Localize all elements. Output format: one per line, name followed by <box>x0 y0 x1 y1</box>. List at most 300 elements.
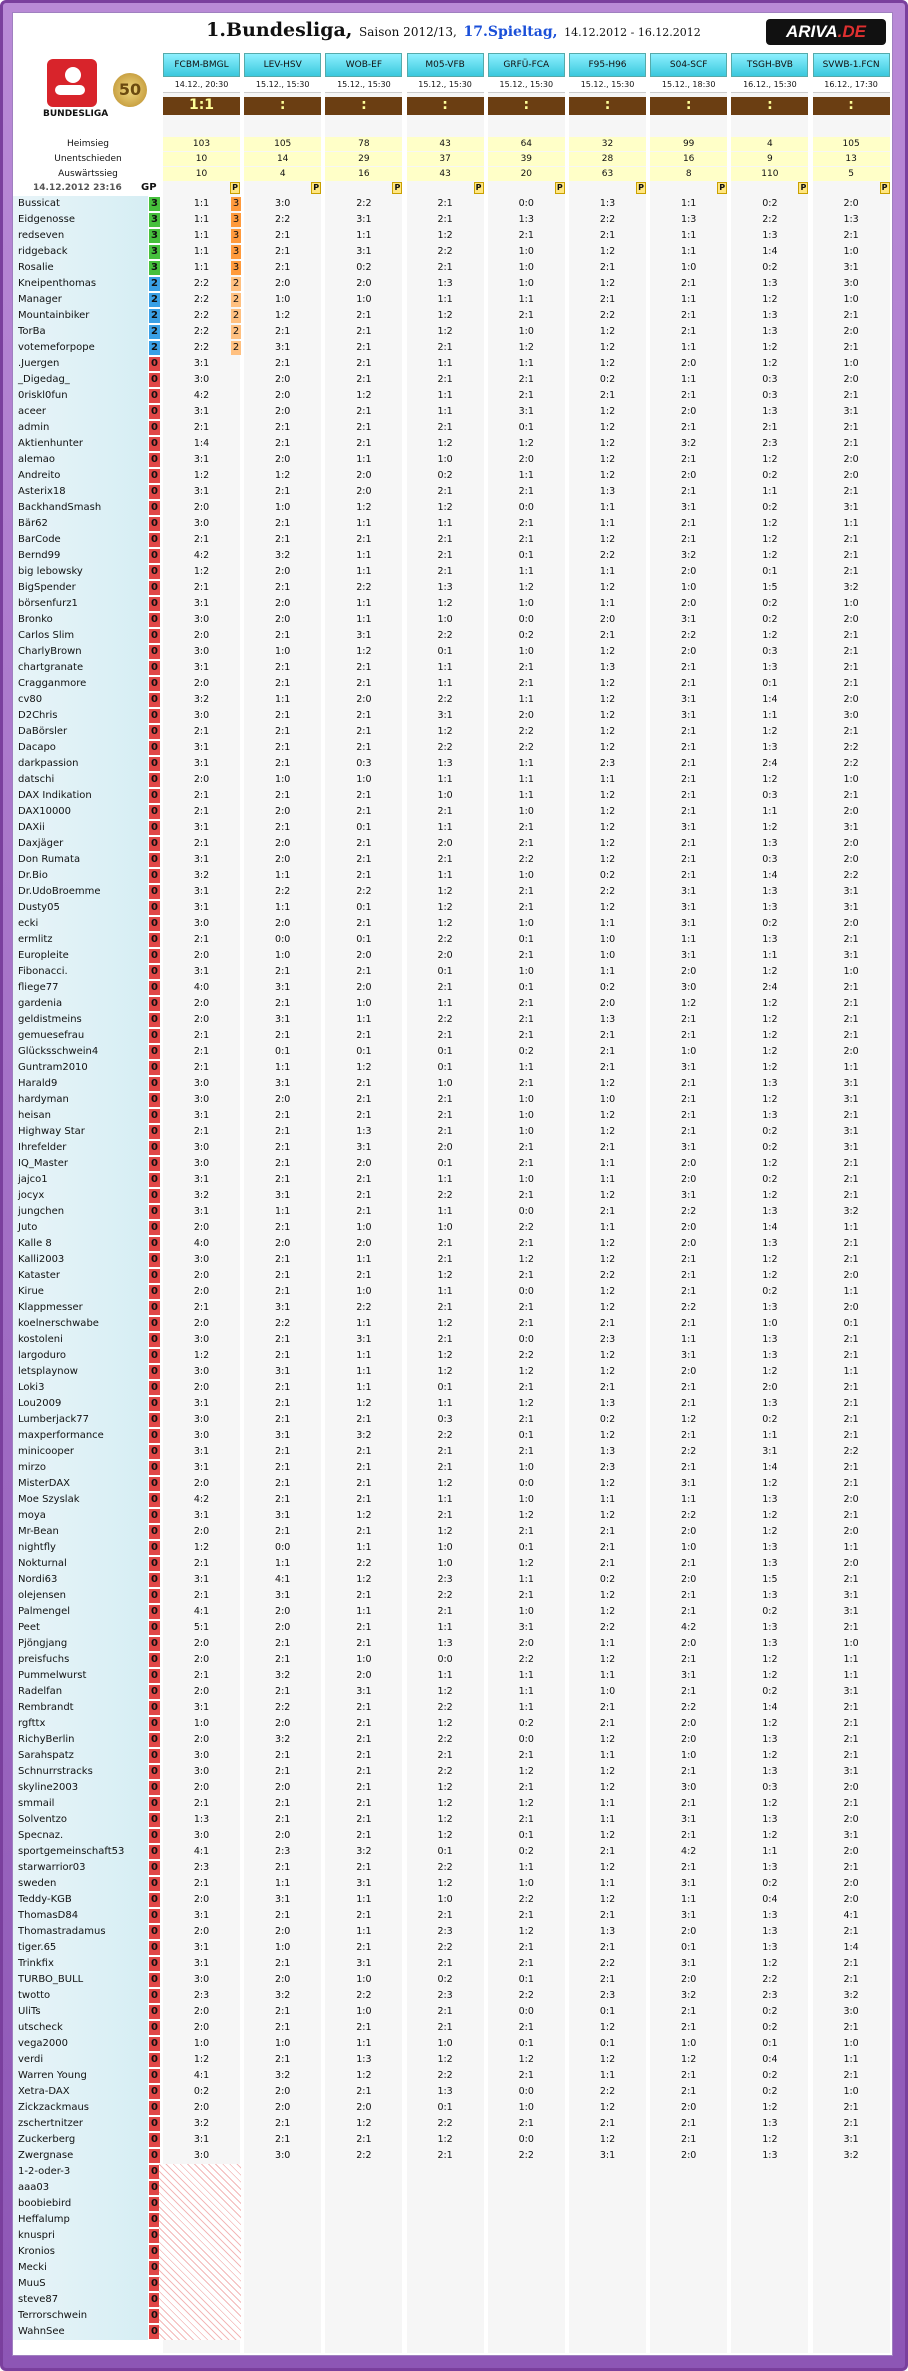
table-row <box>13 1204 893 1220</box>
player-gp: 2 <box>149 309 160 323</box>
tip-cell: 2:0 <box>843 1270 859 1281</box>
player-name[interactable]: Bär62 <box>13 516 148 532</box>
tip-cell: 1:1 <box>356 1350 372 1361</box>
tip-cell: 0:0 <box>518 198 534 209</box>
game-tag[interactable]: F95-H96 <box>569 53 646 77</box>
tip-cell: 3:1 <box>681 694 697 705</box>
player-name[interactable]: maxperformance <box>13 1428 148 1444</box>
tip-cell: 2:3 <box>599 1990 616 2001</box>
tip-cell <box>731 2276 808 2292</box>
player-name[interactable]: Eidgenosse <box>13 212 148 228</box>
player-gp: 0 <box>149 2085 160 2099</box>
tip-cell: 2:1 <box>275 1382 291 1393</box>
player-gp: 0 <box>149 1045 160 1059</box>
player-name[interactable]: Specnaz. <box>13 1828 148 1844</box>
tip-cell: 2:1 <box>518 886 534 897</box>
player-name[interactable]: chartgranate <box>13 660 148 676</box>
player-name[interactable]: MisterDAX <box>13 1476 148 1492</box>
points-badge: P <box>311 182 321 194</box>
tip-cell: 1:2 <box>762 1366 778 1377</box>
tip-cell: 2:1 <box>275 998 291 1009</box>
tip-cell: 1:2 <box>599 582 616 593</box>
player-name[interactable]: CharlyBrown <box>13 644 148 660</box>
tip-cell: 2:1 <box>518 390 534 401</box>
tip-cell: 2:3 <box>599 758 616 769</box>
player-name[interactable]: Dr.UdoBroemme <box>13 884 148 900</box>
player-name[interactable]: Dr.Bio <box>13 868 148 884</box>
player-name[interactable]: vega2000 <box>13 2036 148 2052</box>
table-row <box>13 532 893 548</box>
player-gp: 0 <box>149 1749 160 1763</box>
player-name[interactable]: .Juergen <box>13 356 148 372</box>
tip-cell: 2:2 <box>599 214 616 225</box>
game-tag[interactable]: SVWB-1.FCN <box>813 53 890 77</box>
game-score: : <box>813 97 890 115</box>
player-name[interactable]: BarCode <box>13 532 148 548</box>
table-row <box>13 1492 893 1508</box>
player-name[interactable]: twotto <box>13 1988 148 2004</box>
player-name[interactable]: Kneipenthomas <box>13 276 148 292</box>
game-score: : <box>569 97 646 115</box>
tip-cell: 2:2 <box>193 326 210 337</box>
tip-cell: 2:0 <box>356 470 372 481</box>
player-name[interactable]: Fibonacci. <box>13 964 148 980</box>
player-name[interactable]: Xetra-DAX <box>13 2084 148 2100</box>
tip-cell: 1:1 <box>193 262 210 273</box>
tip-cell: 1:5 <box>762 582 778 593</box>
tip-cell: 2:1 <box>356 1270 372 1281</box>
tip-cell <box>813 2212 890 2228</box>
player-name[interactable]: Highway Star <box>13 1124 148 1140</box>
tip-cell: 0:0 <box>518 1206 534 1217</box>
player-name[interactable]: 1-2-oder-3 <box>13 2164 148 2180</box>
table-row <box>13 1412 893 1428</box>
tip-cell: 2:0 <box>518 710 534 721</box>
tip-cell: 2:1 <box>681 1030 697 1041</box>
game-tag[interactable]: TSGH-BVB <box>731 53 808 77</box>
game-tag[interactable]: FCBM-BMGL <box>163 53 240 77</box>
player-name[interactable]: rgfttx <box>13 1716 148 1732</box>
player-name[interactable]: Dusty05 <box>13 900 148 916</box>
player-name[interactable]: TURBO_BULL <box>13 1972 148 1988</box>
tip-cell: 1:0 <box>275 774 291 785</box>
player-name[interactable]: Andreito <box>13 468 148 484</box>
player-name[interactable]: Harald9 <box>13 1076 148 1092</box>
player-name[interactable]: BackhandSmash <box>13 500 148 516</box>
player-name[interactable]: fliege77 <box>13 980 148 996</box>
player-name[interactable]: Mr-Bean <box>13 1524 148 1540</box>
table-row <box>13 1076 893 1092</box>
player-name[interactable]: Lumberjack77 <box>13 1412 148 1428</box>
player-name[interactable]: Rosalie <box>13 260 148 276</box>
tip-cell: 2:1 <box>356 374 372 385</box>
tip-cell: 1:2 <box>518 1926 534 1937</box>
tip-cell: 2:1 <box>356 422 372 433</box>
tip-cell: 0:1 <box>437 1382 453 1393</box>
player-name[interactable]: Schnurrstracks <box>13 1764 148 1780</box>
player-name[interactable]: hardyman <box>13 1092 148 1108</box>
player-name[interactable]: IQ_Master <box>13 1156 148 1172</box>
tip-cell: 2:1 <box>681 2006 697 2017</box>
player-name[interactable]: aaa03 <box>13 2180 148 2196</box>
tip-cell: 1:2 <box>599 1366 616 1377</box>
tip-cell: 2:1 <box>437 1750 453 1761</box>
player-name[interactable]: Europleite <box>13 948 148 964</box>
player-name[interactable]: Bronko <box>13 612 148 628</box>
player-name[interactable]: Cragganmore <box>13 676 148 692</box>
tip-cell: 1:2 <box>762 998 778 1009</box>
tip-cell: 2:0 <box>193 1382 210 1393</box>
player-name[interactable]: cv80 <box>13 692 148 708</box>
player-name[interactable]: minicooper <box>13 1444 148 1460</box>
tip-cell: 3:1 <box>356 630 372 641</box>
player-name[interactable]: Guntram2010 <box>13 1060 148 1076</box>
player-name[interactable]: starwarrior03 <box>13 1860 148 1876</box>
player-name[interactable]: votemeforpope <box>13 340 148 356</box>
player-name[interactable]: largoduro <box>13 1348 148 1364</box>
table-row <box>13 1380 893 1396</box>
tip-cell: 2:0 <box>843 918 859 929</box>
tip-cell: 0:0 <box>275 934 291 945</box>
player-name[interactable]: Moe Szyslak <box>13 1492 148 1508</box>
player-name[interactable]: verdi <box>13 2052 148 2068</box>
player-gp: 0 <box>149 933 160 947</box>
tip-cell: 1:2 <box>762 1190 778 1201</box>
player-name[interactable]: darkpassion <box>13 756 148 772</box>
player-name[interactable]: Zwergnase <box>13 2148 148 2164</box>
tip-cell: 2:0 <box>275 1926 291 1937</box>
player-name[interactable]: jocyx <box>13 1188 148 1204</box>
player-name[interactable]: steve87 <box>13 2292 148 2308</box>
tip-cell: 2:1 <box>681 422 697 433</box>
player-name[interactable]: DAX10000 <box>13 804 148 820</box>
tip-cell: 2:1 <box>843 1798 859 1809</box>
tip-cell: 1:2 <box>762 1750 778 1761</box>
player-name[interactable]: Zuckerberg <box>13 2132 148 2148</box>
player-name[interactable]: ecki <box>13 916 148 932</box>
player-points: 2 <box>232 342 240 353</box>
tip-cell: 2:1 <box>275 2054 291 2065</box>
player-name[interactable]: sweden <box>13 1876 148 1892</box>
player-name[interactable]: Nordi63 <box>13 1572 148 1588</box>
tip-cell: 2:0 <box>193 1734 210 1745</box>
game-tag[interactable]: GRFÜ-FCA <box>488 53 565 77</box>
player-name[interactable]: Sarahspatz <box>13 1748 148 1764</box>
player-name[interactable]: börsenfurz1 <box>13 596 148 612</box>
player-gp: 0 <box>149 2245 160 2259</box>
tip-cell: 1:1 <box>599 1638 616 1649</box>
tip-cell: 2:1 <box>193 1126 210 1137</box>
player-name[interactable]: ermlitz <box>13 932 148 948</box>
player-gp: 3 <box>149 197 160 211</box>
player-gp: 0 <box>149 2021 160 2035</box>
player-name[interactable]: big lebowsky <box>13 564 148 580</box>
game-tag[interactable]: S04-SCF <box>650 53 727 77</box>
tip-cell: 2:0 <box>681 1718 697 1729</box>
player-name[interactable]: DAXii <box>13 820 148 836</box>
tip-cell: 1:1 <box>599 518 616 529</box>
tip-cell: 2:1 <box>843 1350 859 1361</box>
game-tag[interactable]: WOB-EF <box>325 53 402 77</box>
table-row <box>13 1044 893 1060</box>
tip-cell: 1:2 <box>437 310 453 321</box>
player-name[interactable]: Dacapo <box>13 740 148 756</box>
player-name[interactable]: UliTs <box>13 2004 148 2020</box>
tip-cell: 1:1 <box>843 1222 859 1233</box>
tip-cell <box>244 2324 321 2340</box>
stat-auswaertssieg: 63 <box>569 167 646 181</box>
tip-cell <box>731 2260 808 2276</box>
player-points: 3 <box>232 198 240 209</box>
player-name[interactable]: redseven <box>13 228 148 244</box>
player-name[interactable]: preisfuchs <box>13 1652 148 1668</box>
player-gp: 0 <box>149 2149 160 2163</box>
player-name[interactable]: Kronios <box>13 2244 148 2260</box>
player-name[interactable]: DaBörsler <box>13 724 148 740</box>
tip-cell: 3:0 <box>193 1766 210 1777</box>
player-name[interactable]: Heffalump <box>13 2212 148 2228</box>
tip-cell: 2:0 <box>275 854 291 865</box>
tip-cell: 0:2 <box>762 614 778 625</box>
tip-cell: 1:0 <box>518 1606 534 1617</box>
player-name[interactable]: zschertnitzer <box>13 2116 148 2132</box>
player-name[interactable]: olejensen <box>13 1588 148 1604</box>
stat-auswaertssieg: 110 <box>731 167 808 181</box>
tip-cell: 2:1 <box>356 918 372 929</box>
player-gp: 0 <box>149 1477 160 1491</box>
player-name[interactable]: BigSpender <box>13 580 148 596</box>
ariva-logo[interactable] <box>766 19 886 45</box>
player-name[interactable]: mirzo <box>13 1460 148 1476</box>
tip-cell: 2:1 <box>843 2102 859 2113</box>
tip-cell: 1:0 <box>599 934 616 945</box>
tip-cell: 3:1 <box>193 1398 210 1409</box>
tip-cell: 2:0 <box>193 1478 210 1489</box>
tip-cell: 1:2 <box>762 1798 778 1809</box>
player-name[interactable]: jajco1 <box>13 1172 148 1188</box>
tip-cell: 2:1 <box>681 310 697 321</box>
tip-cell: 2:1 <box>599 1030 616 1041</box>
tip-cell: 2:1 <box>843 1734 859 1745</box>
table-row <box>13 900 893 916</box>
table-row <box>13 1700 893 1716</box>
tip-cell: 1:3 <box>599 662 616 673</box>
tip-cell: 2:1 <box>275 518 291 529</box>
tip-cell: 1:0 <box>599 1094 616 1105</box>
player-name[interactable]: geldistmeins <box>13 1012 148 1028</box>
game-tag[interactable]: M05-VFB <box>407 53 484 77</box>
player-gp: 0 <box>149 485 160 499</box>
player-name[interactable]: ridgeback <box>13 244 148 260</box>
player-name[interactable]: Trinkfix <box>13 1956 148 1972</box>
tip-cell: 2:1 <box>275 2022 291 2033</box>
player-name[interactable]: WahnSee <box>13 2324 148 2340</box>
player-name[interactable]: Warren Young <box>13 2068 148 2084</box>
tip-cell: 3:2 <box>193 694 210 705</box>
player-name[interactable]: datschi <box>13 772 148 788</box>
tip-cell: 1:1 <box>275 1558 291 1569</box>
player-name[interactable]: Teddy-KGB <box>13 1892 148 1908</box>
tip-cell: 2:1 <box>843 1190 859 1201</box>
tip-cell: 3:1 <box>275 1014 291 1025</box>
tip-cell: 2:2 <box>599 1622 616 1633</box>
player-name[interactable]: moya <box>13 1508 148 1524</box>
tip-cell: 1:2 <box>599 678 616 689</box>
tip-cell: 1:1 <box>356 1318 372 1329</box>
player-name[interactable]: Zickzackmaus <box>13 2100 148 2116</box>
tip-cell: 2:1 <box>356 2134 372 2145</box>
player-name[interactable]: Kalle 8 <box>13 1236 148 1252</box>
player-name[interactable]: heisan <box>13 1108 148 1124</box>
player-name[interactable]: Carlos Slim <box>13 628 148 644</box>
tip-cell: 2:2 <box>356 582 372 593</box>
tip-cell: 1:2 <box>762 454 778 465</box>
player-name[interactable]: Peet <box>13 1620 148 1636</box>
player-name[interactable]: Klappmesser <box>13 1300 148 1316</box>
player-name[interactable]: RichyBerlin <box>13 1732 148 1748</box>
game-date: 16.12., 17:30 <box>813 77 890 93</box>
tip-cell: 1:1 <box>843 1366 859 1377</box>
tip-cell: 2:1 <box>275 1270 291 1281</box>
table-row <box>13 612 893 628</box>
table-row <box>13 2244 893 2260</box>
player-name[interactable]: Ihrefelder <box>13 1140 148 1156</box>
player-name[interactable]: kostoleni <box>13 1332 148 1348</box>
player-gp: 0 <box>149 1845 160 1859</box>
tip-cell: 3:2 <box>275 1670 291 1681</box>
tip-cell: 1:1 <box>356 1254 372 1265</box>
tip-cell: 1:1 <box>518 294 534 305</box>
player-name[interactable]: Manager <box>13 292 148 308</box>
tip-cell: 1:1 <box>518 1574 534 1585</box>
player-name[interactable]: Rembrandt <box>13 1700 148 1716</box>
player-name[interactable]: Pummelwurst <box>13 1668 148 1684</box>
player-name[interactable]: Kalli2003 <box>13 1252 148 1268</box>
tip-cell: 2:1 <box>275 1350 291 1361</box>
player-name[interactable]: Glücksschwein4 <box>13 1044 148 1060</box>
player-name[interactable]: Solventzo <box>13 1812 148 1828</box>
player-name[interactable]: jungchen <box>13 1204 148 1220</box>
tip-cell: 2:1 <box>681 1830 697 1841</box>
tip-cell: 2:1 <box>681 1094 697 1105</box>
player-name[interactable]: Loki3 <box>13 1380 148 1396</box>
tip-cell <box>488 2292 565 2308</box>
player-name[interactable]: nightfly <box>13 1540 148 1556</box>
table-row <box>13 2212 893 2228</box>
table-row <box>13 868 893 884</box>
tip-cell <box>407 2308 484 2324</box>
player-name[interactable]: Mountainbiker <box>13 308 148 324</box>
player-name[interactable]: admin <box>13 420 148 436</box>
tip-cell: 1:2 <box>599 1510 616 1521</box>
tip-cell: 1:1 <box>193 230 210 241</box>
player-name[interactable]: Palmengel <box>13 1604 148 1620</box>
player-name[interactable]: TorBa <box>13 324 148 340</box>
player-name[interactable]: DAX Indikation <box>13 788 148 804</box>
player-gp: 0 <box>149 1941 160 1955</box>
tip-cell: 1:1 <box>437 870 453 881</box>
tip-cell: 2:1 <box>518 1238 534 1249</box>
player-gp: 0 <box>149 917 160 931</box>
player-name[interactable]: Bussicat <box>13 196 148 212</box>
tip-cell: 2:1 <box>275 1030 291 1041</box>
player-name[interactable]: Kirue <box>13 1284 148 1300</box>
player-name[interactable]: Lou2009 <box>13 1396 148 1412</box>
label-auswaertssieg: Auswärtssieg <box>58 169 118 179</box>
tip-cell: 2:0 <box>275 1094 291 1105</box>
tip-cell: 3:1 <box>843 1094 859 1105</box>
player-name[interactable]: 0riskl0fun <box>13 388 148 404</box>
player-name[interactable]: _Digedag_ <box>13 372 148 388</box>
player-name[interactable]: boobiebird <box>13 2196 148 2212</box>
player-name[interactable]: skyline2003 <box>13 1780 148 1796</box>
tip-cell: 2:1 <box>437 262 453 273</box>
tip-cell: 4:1 <box>193 1606 210 1617</box>
player-name[interactable]: aceer <box>13 404 148 420</box>
player-name[interactable]: Aktienhunter <box>13 436 148 452</box>
player-name[interactable]: gardenia <box>13 996 148 1012</box>
player-name[interactable]: gemuesefrau <box>13 1028 148 1044</box>
matchday-link[interactable]: 17.Spieltag, <box>463 24 558 40</box>
tip-cell: 1:1 <box>356 598 372 609</box>
tip-cell: 2:0 <box>193 1222 210 1233</box>
tip-cell: 3:1 <box>681 1910 697 1921</box>
player-name[interactable]: alemao <box>13 452 148 468</box>
player-name[interactable]: Thomastradamus <box>13 1924 148 1940</box>
tip-cell: 2:1 <box>356 2022 372 2033</box>
tip-cell: 2:1 <box>275 822 291 833</box>
player-name[interactable]: smmail <box>13 1796 148 1812</box>
player-name[interactable]: Mecki <box>13 2260 148 2276</box>
player-name[interactable]: ThomasD84 <box>13 1908 148 1924</box>
tip-cell: 1:0 <box>843 966 859 977</box>
tip-cell: 0:1 <box>518 2038 534 2049</box>
player-name[interactable]: knuspri <box>13 2228 148 2244</box>
game-tag[interactable]: LEV-HSV <box>244 53 321 77</box>
tip-cell: 2:1 <box>843 1510 859 1521</box>
player-name[interactable]: MuuS <box>13 2276 148 2292</box>
player-name[interactable]: Nokturnal <box>13 1556 148 1572</box>
tip-cell: 2:1 <box>437 1446 453 1457</box>
tip-cell <box>407 2324 484 2340</box>
player-name[interactable]: letsplaynow <box>13 1364 148 1380</box>
player-name[interactable]: Juto <box>13 1220 148 1236</box>
player-name[interactable]: sportgemeinschaft53 <box>13 1844 148 1860</box>
player-name[interactable]: utscheck <box>13 2020 148 2036</box>
player-name[interactable]: Don Rumata <box>13 852 148 868</box>
player-name[interactable]: koelnerschwabe <box>13 1316 148 1332</box>
player-name[interactable]: Daxjäger <box>13 836 148 852</box>
tip-cell: 1:3 <box>762 406 778 417</box>
player-name[interactable]: Asterix18 <box>13 484 148 500</box>
tip-cell: 2:3 <box>193 1990 210 2001</box>
tip-cell <box>813 2292 890 2308</box>
fifty-years-badge: 50 <box>113 73 147 107</box>
player-name[interactable]: Bernd99 <box>13 548 148 564</box>
tip-cell: 2:1 <box>762 422 778 433</box>
tip-cell: 3:1 <box>681 614 697 625</box>
player-name[interactable]: Pjöngjang <box>13 1636 148 1652</box>
tip-cell: 2:0 <box>681 358 697 369</box>
player-name[interactable]: D2Chris <box>13 708 148 724</box>
tip-cell: 2:1 <box>599 1318 616 1329</box>
player-name[interactable]: Terrorschwein <box>13 2308 148 2324</box>
tip-cell: 1:0 <box>518 1110 534 1121</box>
tip-cell: 1:1 <box>599 966 616 977</box>
player-name[interactable]: tiger.65 <box>13 1940 148 1956</box>
player-name[interactable]: Kataster <box>13 1268 148 1284</box>
player-name[interactable]: Radelfan <box>13 1684 148 1700</box>
